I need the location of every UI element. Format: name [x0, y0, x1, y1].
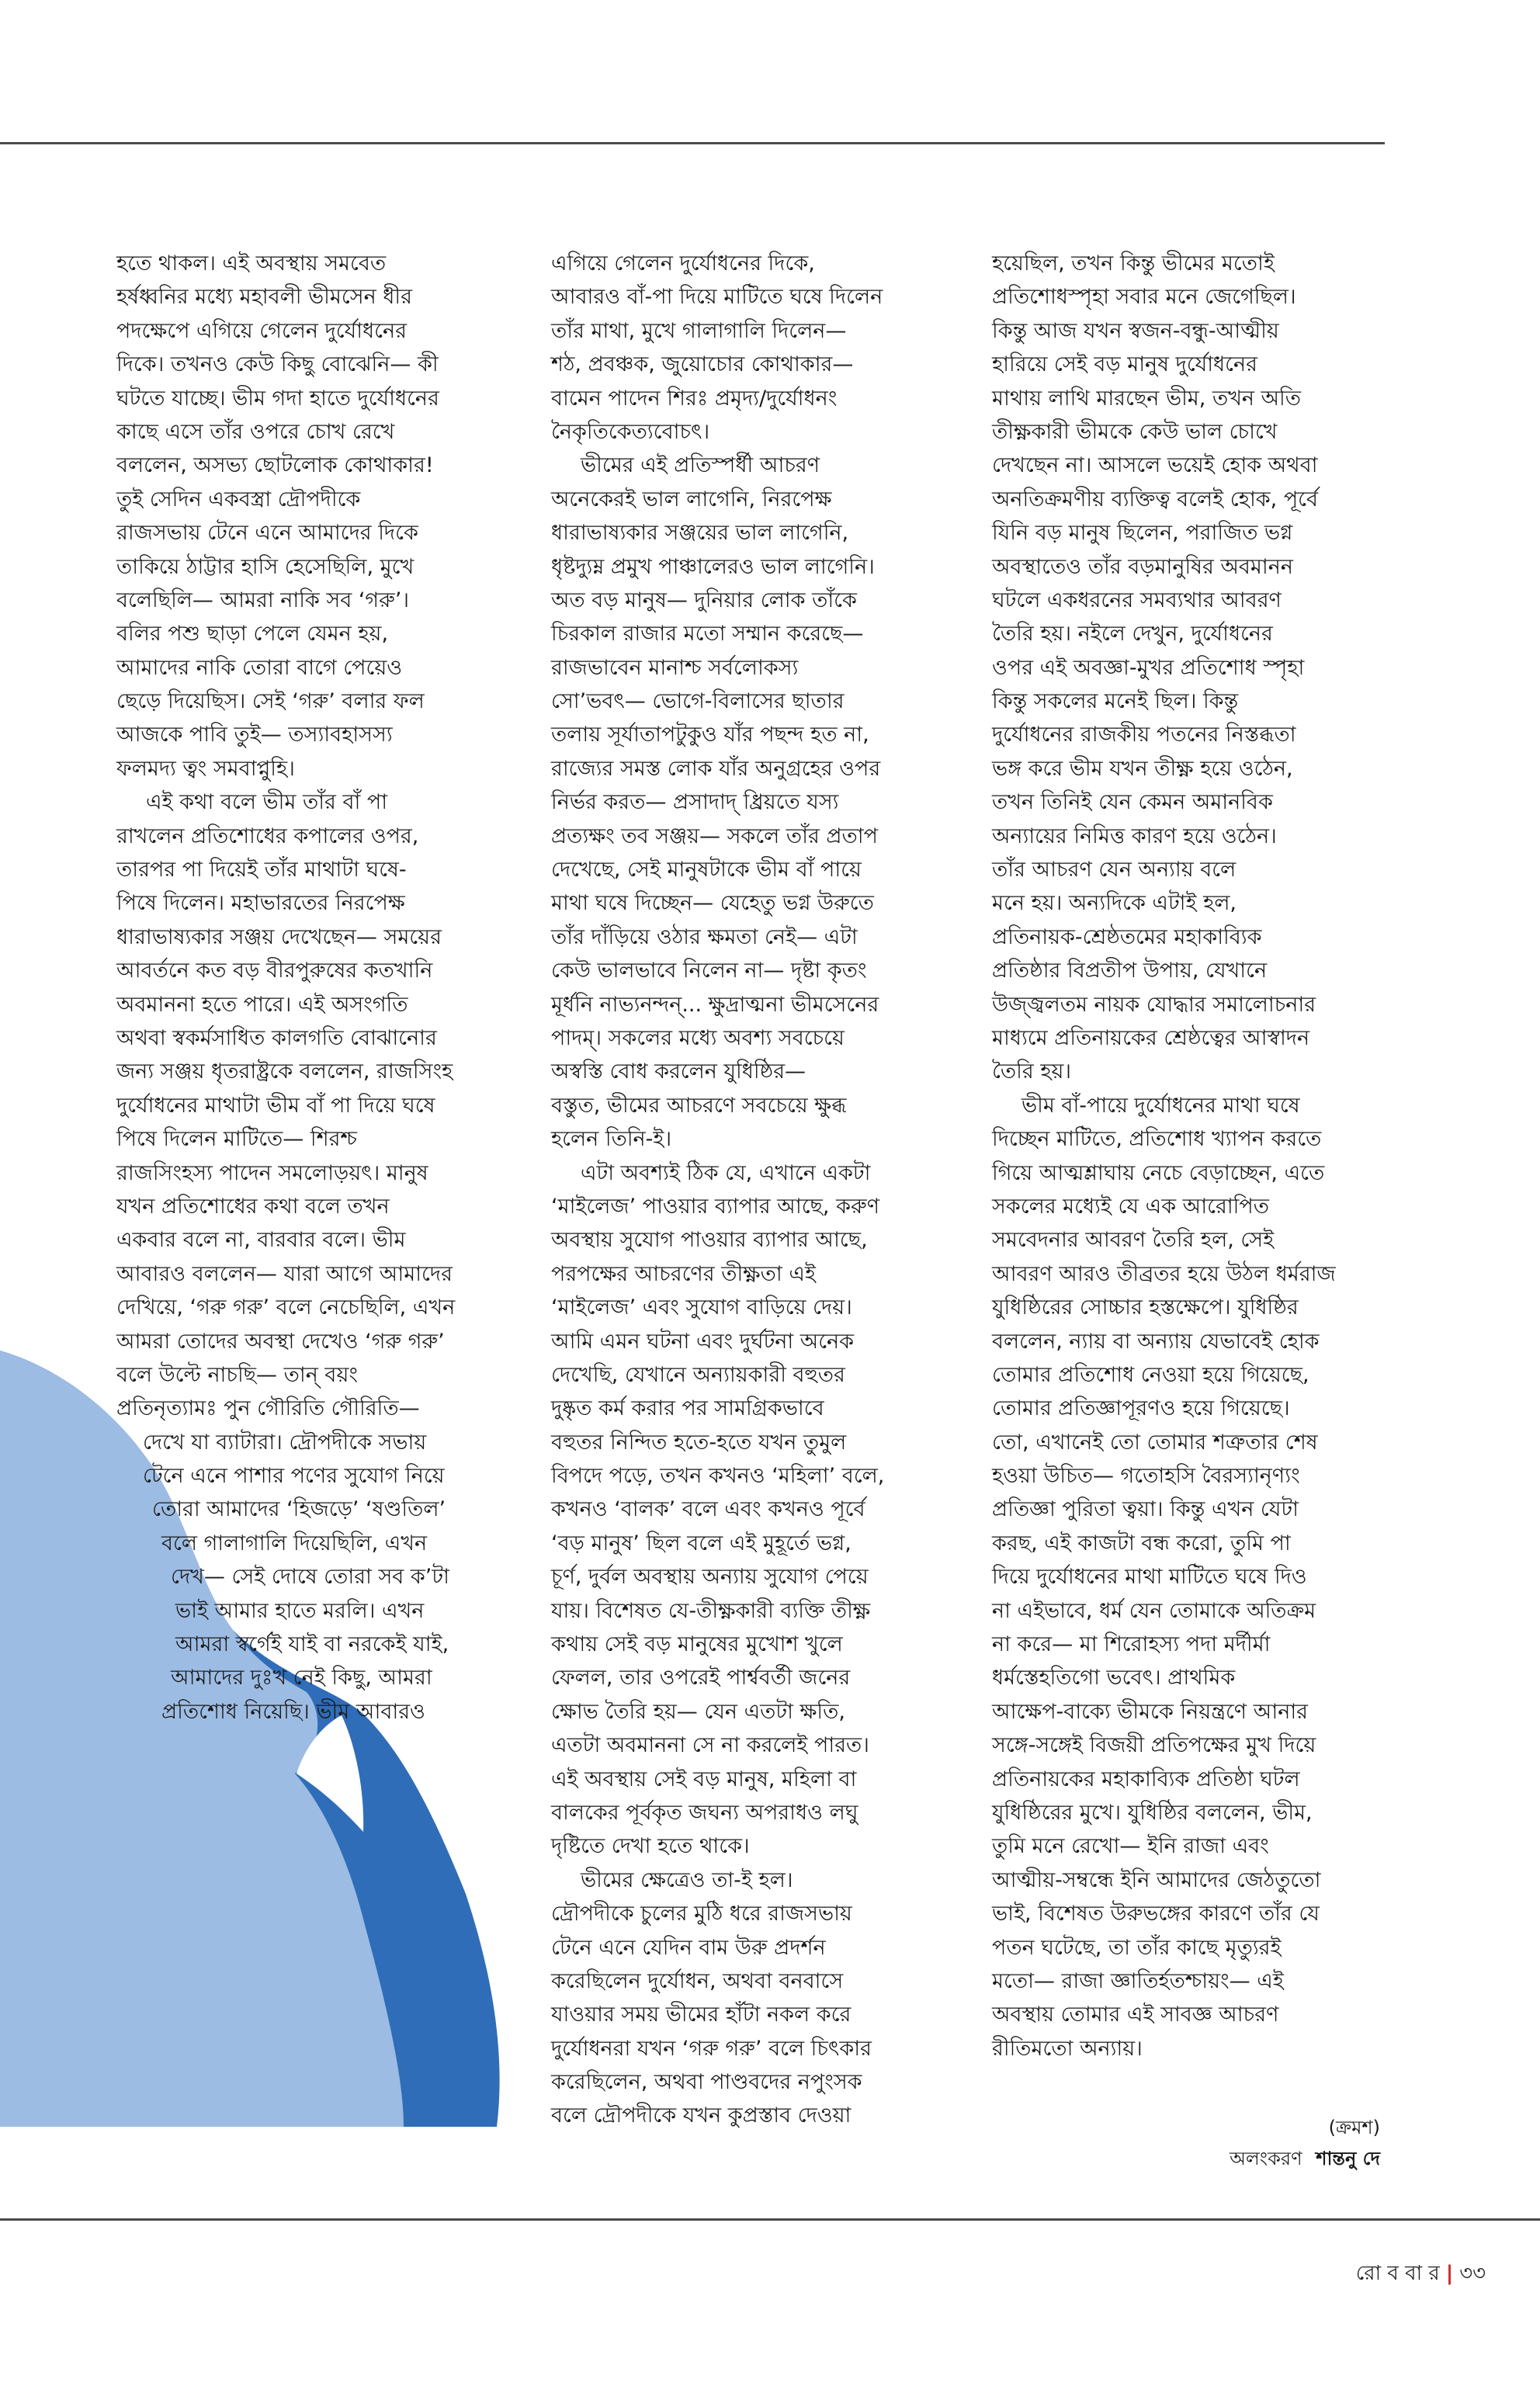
article-line: তারপর পা দিয়েই তাঁর মাথাটা ঘষে- — [116, 858, 407, 883]
article-line: ‘মাইলেজ’ পাওয়ার ব্যাপার আছে, করুণ — [551, 1194, 880, 1219]
article-line: অথবা স্বকর্মসাধিত কালগতি বোঝানোর — [116, 1025, 437, 1050]
article-line: ছেড়ে দিয়েছিস। সেই ‘গরু’ বলার ফল — [116, 689, 425, 714]
article-line: ফেলল, তার ওপরেই পার্শ্ববর্তী জনের — [551, 1666, 851, 1691]
article-line: বললেন, অসভ্য ছোটলোক কোথাকার! — [116, 453, 434, 478]
article-line: তাঁর মাথা, মুখে গালাগালি দিলেন— — [551, 318, 847, 343]
article-line: দ্রৌপদীকে চুলের মুঠি ধরে রাজসভায় — [551, 1902, 852, 1927]
article-line: তুমি মনে রেখো— ইনি রাজা এবং — [992, 1834, 1269, 1859]
article-line: হারিয়ে সেই বড় মানুষ দুর্যোধনের — [992, 352, 1258, 377]
article-line: মাধ্যমে প্রতিনায়কের শ্রেষ্ঠত্বের আস্বাদন — [992, 1025, 1310, 1050]
article-line: রাজসিংহস্য পাদেন সমলোড়য়ৎ। মানুষ — [116, 1160, 428, 1185]
article-line: এই কথা বলে ভীম তাঁর বাঁ পা — [146, 790, 388, 815]
page-number: ৩৩ — [1459, 2262, 1486, 2285]
article-line: মতো— রাজা জ্ঞাতির্হতশ্চায়ং— এই — [992, 1968, 1284, 1993]
article-line: অবস্থাতেও তাঁর বড়মানুষির অবমানন — [992, 554, 1293, 579]
article-line: রীতিমতো অন্যায়। — [992, 2036, 1143, 2061]
article-line: যুধিষ্ঠিরের মুখে। যুধিষ্ঠির বললেন, ভীম, — [992, 1800, 1313, 1825]
article-line: প্রতিনৃত্যামঃ পুন গৌরিতি গৌরিতি— — [116, 1396, 420, 1421]
article-line: কাছে এসে তাঁর ওপরে চোখ রেখে — [116, 419, 395, 444]
article-line: ভীমের ক্ষেত্রেও তা-ই হল। — [581, 1868, 793, 1892]
article-line: করেছিলেন, অথবা পাণ্ডবদের নপুংসক — [551, 2070, 862, 2095]
article-line: ঘটতে যাচ্ছে। ভীম গদা হাতে দুর্যোধনের — [116, 386, 439, 411]
article-line: হর্ষধ্বনির মধ্যে মহাবলী ভীমসেন ধীর — [116, 285, 412, 310]
article-line: ধারাভাষ্যকার সঞ্জয় দেখেছেন— সময়ের — [116, 924, 442, 949]
article-line: ওপর এই অবজ্ঞা-মুখর প্রতিশোধ স্পৃহা — [992, 655, 1305, 680]
article-line: এই অবস্থায় সেই বড় মানুষ, মহিলা বা — [551, 1767, 857, 1791]
article-line: দেখছেন না। আসলে ভয়েই হোক অথবা — [992, 453, 1318, 478]
article-line: পরপক্ষের আচরণের তীক্ষ্ণতা এই — [551, 1261, 816, 1286]
article-line: আমাদের নাকি তোরা বাগে পেয়েও — [116, 655, 403, 680]
article-line: প্রতিশোধস্পৃহা সবার মনে জেগেছিল। — [992, 285, 1296, 310]
illustration-credit — [992, 2143, 1380, 2174]
article-line: ধারাভাষ্যকার সঞ্জয়ের ভাল লাগেনি, — [551, 521, 849, 546]
article-line: বালকের পূর্বকৃত জঘন্য অপরাধও লঘু — [551, 1800, 858, 1825]
article-line: রাজ্যের সমস্ত লোক যাঁর অনুগ্রহের ওপর — [551, 756, 881, 781]
article-line: ভীমের এই প্রতিস্পর্ধী আচরণ — [581, 453, 820, 478]
article-line: বলে গালাগালি দিয়েছিলি, এখন — [161, 1531, 428, 1555]
article-line: অস্বস্তি বোধ করলেন যুধিষ্ঠির— — [551, 1060, 806, 1084]
article-line: যখন প্রতিশোধের কথা বলে তখন — [116, 1194, 390, 1219]
article-line: এগিয়ে গেলেন দুর্যোধনের দিকে, — [551, 251, 815, 276]
article-line: করছ, এই কাজটা বন্ধ করো, তুমি পা — [992, 1531, 1291, 1555]
article-line: অবস্থায় তোমার এই সাবজ্ঞ আচরণ — [992, 2003, 1279, 2027]
article-line: বলির পশু ছাড়া পেলে যেমন হয়, — [116, 622, 389, 647]
article-line: হয়েছিল, তখন কিন্তু ভীমের মতোই — [992, 251, 1275, 276]
article-line: মাথায় লাথি মারছেন ভীম, তখন অতি — [992, 386, 1302, 411]
article-line: পিষে দিলেন মাটিতে— শিরশ্চ — [116, 1127, 357, 1152]
article-line: দুর্যোধনরা যখন ‘গরু গরু’ বলে চিৎকার — [551, 2036, 872, 2061]
article-line: আবরণ আরও তীব্রতর হয়ে উঠল ধর্মরাজ — [992, 1261, 1336, 1286]
article-line: তোমার প্রতিশোধ নেওয়া হয়ে গিয়েছে, — [992, 1362, 1309, 1387]
article-line: রাখলেন প্রতিশোধের কপালের ওপর, — [116, 824, 419, 848]
article-line: মনে হয়। অন্যদিকে এটাই হল, — [992, 891, 1237, 916]
article-line: আবারও বাঁ-পা দিয়ে মাটিতে ঘষে দিলেন — [551, 285, 883, 310]
article-line: টেনে এনে পাশার পণের সুযোগ নিয়ে — [143, 1464, 445, 1489]
article-line: ‘বড় মানুষ’ ছিল বলে এই মুহূর্তে ভগ্ন, — [551, 1531, 852, 1555]
article-line: মূর্ধনি নাভ্যনন্দন্... ক্ষুদ্রাত্মনা ভীমসেনের — [551, 992, 879, 1017]
article-line: আবারও বললেন— যারা আগে আমাদের — [116, 1261, 453, 1286]
article-line: তো, এখানেই তো তোমার শত্রুতার শেষ — [992, 1430, 1318, 1455]
continued-label: (ক্রমশ) — [1328, 2117, 1380, 2138]
article-line: পতন ঘটেছে, তা তাঁর কাছে মৃত্যুরই — [992, 1935, 1282, 1960]
article-line: ভঙ্গ করে ভীম যখন তীক্ষ্ণ হয়ে ওঠেন, — [992, 756, 1293, 781]
footer-separator: | — [1445, 2262, 1454, 2285]
article-line: কখনও ‘বালক’ বলে এবং কখনও পূর্বে — [551, 1497, 865, 1522]
article-line: আবর্তনে কত বড় বীরপুরুষের কতখানি — [116, 959, 433, 983]
article-line: দেখেছি, যেখানে অন্যায়কারী বহুতর — [551, 1362, 845, 1387]
article-line: আত্মীয়-সম্বন্ধে ইনি আমাদের জেঠতুতো — [992, 1868, 1321, 1892]
article-line: তৈরি হয়। — [992, 1060, 1072, 1084]
top-rule — [0, 142, 1385, 144]
article-line: না এইভাবে, ধর্ম যেন তোমাকে অতিক্রম — [992, 1598, 1316, 1623]
article-line: বলে দ্রৌপদীকে যখন কুপ্রস্তাব দেওয়া — [551, 2103, 852, 2128]
article-line: কিন্তু আজ যখন স্বজন-বন্ধু-আত্মীয় — [992, 318, 1279, 343]
article-line: ঘটলে একধরনের সমব্যথার আবরণ — [992, 588, 1282, 612]
illustration-credit-label: অলংকরণ — [1230, 2148, 1302, 2169]
article-line: দেখেছে, সেই মানুষটাকে ভীম বাঁ পায়ে — [551, 858, 862, 883]
article-line: বলে উল্টে নাচছি— তান্ বয়ং — [116, 1362, 358, 1387]
article-line: অত বড় মানুষ— দুনিয়ার লোক তাঁকে — [551, 588, 857, 612]
article-line: প্রতিনায়ক-শ্রেষ্ঠতমের মহাকাব্যিক — [992, 924, 1262, 949]
article-line: চিরকাল রাজার মতো সম্মান করেছে— — [551, 622, 864, 647]
article-column-2 — [551, 247, 938, 2133]
article-line: তীক্ষ্ণকারী ভীমকে কেউ ভাল চোখে — [992, 419, 1278, 444]
article-line: দেখ— সেই দোষে তোরা সব ক’টা — [171, 1565, 449, 1590]
article-line: এতটা অবমাননা সে না করলেই পারত। — [551, 1733, 869, 1758]
article-line: গিয়ে আত্মশ্লাঘায় নেচে বেড়াচ্ছেন, এতে — [992, 1160, 1325, 1185]
article-line: তোরা আমাদের ‘হিজড়ে’ ‘ষণ্ডতিল’ — [152, 1497, 446, 1522]
article-line: পিষে দিলেন। মহাভারতের নিরপেক্ষ — [116, 891, 405, 916]
article-line: অবমাননা হতে পারে। এই অসংগতি — [116, 992, 408, 1017]
article-line: প্রত্যক্ষং তব সঞ্জয়— সকলে তাঁর প্রতাপ — [551, 824, 878, 848]
article-line: বস্তুত, ভীমের আচরণে সবচেয়ে ক্ষুব্ধ — [551, 1093, 847, 1118]
article-line: কেউ ভালভাবে নিলেন না— দৃষ্টা কৃতং — [551, 959, 867, 983]
article-line: পদক্ষেপে এগিয়ে গেলেন দুর্যোধনের — [116, 318, 407, 343]
article-line: ভাই, বিশেষত উরুভঙ্গের কারণে তাঁর যে — [992, 1902, 1320, 1927]
article-line: ধর্মস্তেহতিগো ভবেৎ। প্রাথমিক — [992, 1666, 1236, 1691]
article-line: সকলের মধ্যেই যে এক আরোপিত — [992, 1194, 1269, 1219]
article-line: সঙ্গে-সঙ্গেই বিজয়ী প্রতিপক্ষের মুখ দিয়ে — [992, 1733, 1316, 1758]
article-line: প্রতিষ্ঠার বিপ্রতীপ উপায়, যেখানে — [992, 959, 1268, 983]
article-line: তাঁর আচরণ যেন অন্যায় বলে — [992, 858, 1237, 883]
page-footer — [1356, 2257, 1486, 2291]
article-line: আমাদের দুঃখ নেই কিছু, আমরা — [171, 1666, 432, 1691]
article-line: প্রতিজ্ঞা পুরিতা ত্বয়া। কিন্তু এখন যেটা — [992, 1497, 1299, 1522]
article-line: হওয়া উচিত— গতোহসি বৈরস্যানৃণ্যং — [992, 1464, 1300, 1489]
article-line: প্রতিশোধ নিয়েছি। ভীম আবারও — [161, 1699, 425, 1724]
article-line: বহুতর নিন্দিত হতে-হতে যখন তুমুল — [551, 1430, 847, 1455]
article-line: প্রতিনায়কের মহাকাব্যিক প্রতিষ্ঠা ঘটল — [992, 1767, 1300, 1791]
bottom-rule — [0, 2218, 1540, 2221]
article-column-1 — [116, 247, 505, 1729]
article-line: আমরা স্বর্গেই যাই বা নরকেই যাই, — [175, 1632, 449, 1657]
article-line: না করে— মা শিরোহস্য পদা মর্দীর্মা — [992, 1632, 1271, 1657]
article-line: হতে থাকল। এই অবস্থায় সমবেত — [116, 251, 387, 276]
article-line: সমবেদনার আবরণ তৈরি হল, সেই — [992, 1228, 1275, 1253]
article-line: করেছিলেন দুর্যোধন, অথবা বনবাসে — [551, 1968, 844, 1993]
article-line: দিকে। তখনও কেউ কিছু বোঝেনি— কী — [116, 352, 439, 377]
article-line: কিন্তু সকলের মনেই ছিল। কিন্তু — [992, 689, 1239, 714]
article-line: ক্ষোভ তৈরি হয়— যেন এতটা ক্ষতি, — [551, 1699, 845, 1724]
article-line: অন্যায়ের নিমিত্ত কারণ হয়ে ওঠেন। — [992, 824, 1277, 848]
article-line: ফলমদ্য ত্বং সমবাপ্নুহি। — [116, 756, 295, 781]
article-line: দেখে যা ব্যাটারা। দ্রৌপদীকে সভায় — [143, 1430, 427, 1455]
article-line: তখন তিনিই যেন কেমন অমানবিক — [992, 790, 1273, 815]
article-line: রাজভাবেন মানাশ্চ সর্বলোকস্য — [551, 655, 799, 680]
article-line: নৈকৃতিকেত্যবোচৎ। — [551, 419, 710, 444]
article-line: তোমার প্রতিজ্ঞাপূরণও হয়ে গিয়েছে। — [992, 1396, 1290, 1421]
article-line: হলেন তিনি-ই। — [551, 1127, 672, 1152]
article-line: অবস্থায় সুযোগ পাওয়ার ব্যাপার আছে, — [551, 1228, 868, 1253]
article-line: যাওয়ার সময় ভীমের হাঁটা নকল করে — [551, 2003, 852, 2027]
article-line: উজ্জ্বলতম নায়ক যোদ্ধার সমালোচনার — [992, 992, 1316, 1017]
article-line: এটা অবশ্যই ঠিক যে, এখানে একটা — [581, 1160, 871, 1185]
article-line: যিনি বড় মানুষ ছিলেন, পরাজিত ভগ্ন — [992, 521, 1293, 546]
article-line: যায়। বিশেষত যে-তীক্ষ্ণকারী ব্যক্তি তীক্ষ্ণ — [551, 1598, 871, 1623]
article-line: নির্ভর করত— প্রসাদাদ্ ধ্রিয়তে যস্য — [551, 790, 839, 815]
article-line: মাথা ঘষে দিচ্ছেন— যেহেতু ভগ্ন উরুতে — [551, 891, 874, 916]
article-line: ভীম বাঁ-পায়ে দুর্যোধনের মাথা ঘষে — [1021, 1093, 1300, 1118]
article-line: একবার বলে না, বারবার বলে। ভীম — [116, 1228, 406, 1253]
article-line: কথায় সেই বড় মানুষের মুখোশ খুলে — [551, 1632, 843, 1657]
article-line: তলায় সূর্যাতাপটুকুও যাঁর পছন্দ হত না, — [551, 723, 869, 747]
article-line: বিপদে পড়ে, তখন কখনও ‘মহিলা’ বলে, — [551, 1464, 885, 1489]
article-line: টেনে এনে যেদিন বাম উরু প্রদর্শন — [551, 1935, 826, 1960]
article-line: অনেকেরই ভাল লাগেনি, নিরপেক্ষ — [551, 487, 832, 512]
article-line: আক্ষেপ-বাক্যে ভীমকে নিয়ন্ত্রণে আনার — [992, 1699, 1308, 1724]
article-line: বলেছিলি— আমরা নাকি সব ‘গরু’। — [116, 588, 410, 612]
article-line: সো’ভবৎ— ভোগে-বিলাসের ছাতার — [551, 689, 845, 714]
article-credits — [992, 2112, 1380, 2174]
article-line: বামেন পাদেন শিরঃ প্রমৃদ্য/দুর্যোধনং — [551, 386, 838, 411]
article-line: আজকে পাবি তুই— তস্যাবহাসস্য — [116, 723, 393, 747]
article-line: দিচ্ছেন মাটিতে, প্রতিশোধ খ্যাপন করতে — [992, 1127, 1322, 1152]
article-column-3 — [992, 247, 1379, 2065]
article-line: তুই সেদিন একবস্ত্রা দ্রৌপদীকে — [116, 487, 361, 512]
article-line: আমি এমন ঘটনা এবং দুর্ঘটনা অনেক — [551, 1329, 855, 1354]
article-line: দেখিয়ে, ‘গরু গরু’ বলে নেচেছিলি, এখন — [116, 1295, 456, 1320]
article-line: দুর্যোধনের রাজকীয় পতনের নিস্তব্ধতা — [992, 723, 1296, 747]
article-line: ধৃষ্টদ্যুম্ন প্রমুখ পাঞ্চালেরও ভাল লাগেনি। — [551, 554, 875, 579]
article-line: ‘মাইলেজ’ এবং সুযোগ বাড়িয়ে দেয়। — [551, 1295, 852, 1320]
article-line: পাদম্। সকলের মধ্যে অবশ্য সবচেয়ে — [551, 1025, 845, 1050]
article-line: দৃষ্টিতে দেখা হতে থাকে। — [551, 1834, 750, 1859]
illustrator-name: শান্তনু দে — [1316, 2148, 1380, 2169]
article-line: তাঁর দাঁড়িয়ে ওঠার ক্ষমতা নেই— এটা — [551, 924, 858, 949]
magazine-name: রো ব বা র — [1355, 2262, 1440, 2285]
article-line: অনতিক্রমণীয় ব্যক্তিত্ব বলেই হোক, পূর্বে — [992, 487, 1319, 512]
article-line: আমরা তোদের অবস্থা দেখেও ‘গরু গরু’ — [116, 1329, 445, 1354]
article-line: রাজসভায় টেনে এনে আমাদের দিকে — [116, 521, 418, 546]
article-line: শঠ, প্রবঞ্চক, জুয়োচোর কোথাকার— — [551, 352, 854, 377]
article-line: চূর্ণ, দুর্বল অবস্থায় অন্যায় সুযোগ পেয়ে — [551, 1565, 869, 1590]
article-line: দুষ্কৃত কর্ম করার পর সামগ্রিকভাবে — [551, 1396, 824, 1421]
article-line: যুধিষ্ঠিরের সোচ্চার হস্তক্ষেপে। যুধিষ্ঠির — [992, 1295, 1299, 1320]
article-line: তাকিয়ে ঠাট্টার হাসি হেসেছিলি, মুখে — [116, 554, 414, 579]
article-line: তৈরি হয়। নইলে দেখুন, দুর্যোধনের — [992, 622, 1273, 647]
article-line: দুর্যোধনের মাথাটা ভীম বাঁ পা দিয়ে ঘষে — [116, 1093, 435, 1118]
article-line: বললেন, ন্যায় বা অন্যায় যেভাবেই হোক — [992, 1329, 1320, 1354]
article-line: দিয়ে দুর্যোধনের মাথা মাটিতে ঘষে দিও — [992, 1565, 1307, 1590]
article-line: জন্য সঞ্জয় ধৃতরাষ্ট্রকে বললেন, রাজসিংহ — [116, 1060, 453, 1084]
article-line: ভাই আমার হাতে মরলি। এখন — [175, 1598, 425, 1623]
